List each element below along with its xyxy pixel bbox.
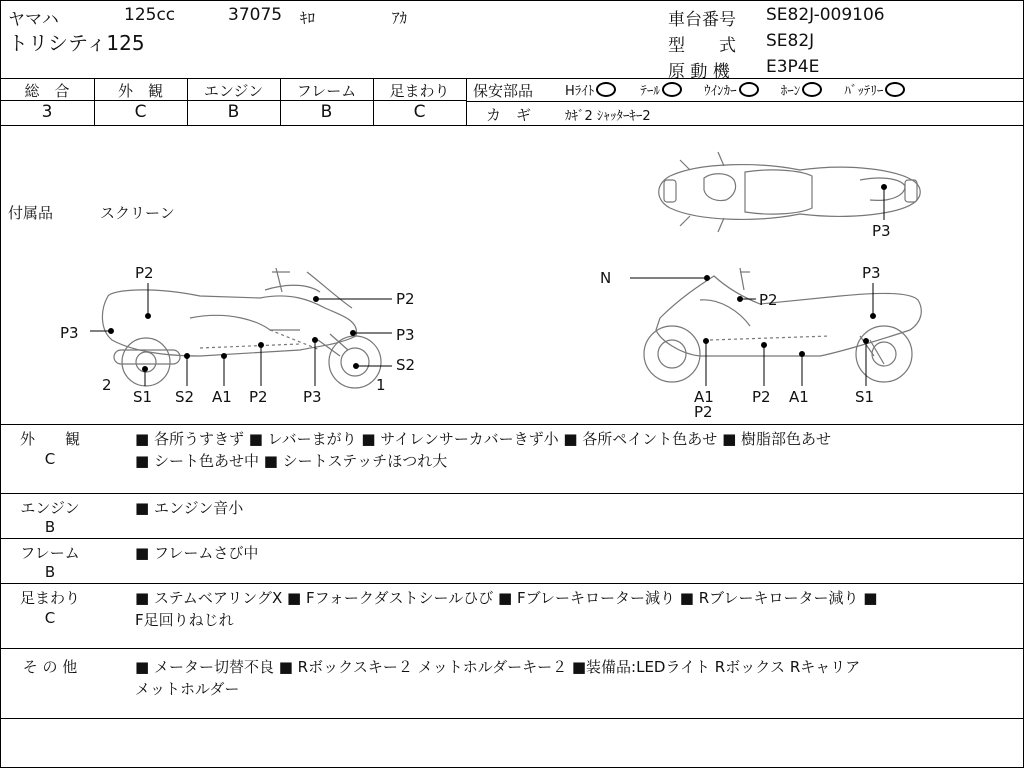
remark-line: ■ ステムベアリングX ■ Fフォークダストシールひび ■ Fブレーキローター減り ■ Rブレーキローター減り ■ [135,589,878,607]
label-right-p2-a: P2 [694,403,713,421]
remark-label: そ の 他 [22,658,78,676]
label-left-s2: S2 [175,388,195,406]
remark-line: ■ シート色あせ中 ■ シートステッチほつれ大 [135,452,448,470]
winker-item: ｳｲﾝｶｰ [704,84,737,99]
label-right-p2: P2 [759,291,778,309]
tail-item: ﾃｰﾙ [640,84,660,99]
remark-label: 外 観 [19,430,80,448]
ok-mark-icon [596,82,616,97]
accessories-value: スクリーン [100,204,175,222]
safety-label: 保安部品 [473,82,534,100]
scooter-right-side-view [644,268,921,382]
label-left-p2-bottom: P2 [249,388,268,406]
remark-grade: B [44,563,56,581]
label-left-p3-left: P3 [60,324,79,342]
remark-line: ■ フレームさび中 [135,544,259,562]
label-right-p2-b: P2 [752,388,771,406]
ok-mark-icon [739,82,759,97]
label-right-s1: S1 [855,388,875,406]
label-left-2: 2 [102,376,112,394]
mileage-unit: ｷﾛ [300,9,316,27]
grade-label-engine: エンジン [203,82,264,100]
label-left-p2-right: P2 [396,290,415,308]
remark-grade: B [44,518,56,536]
mileage: 37075 [228,5,283,25]
remark-grade: C [44,450,56,468]
grade-label-suspension: 足まわり [389,82,450,100]
ok-mark-icon [802,82,822,97]
horn-item: ﾎｰﾝ [780,84,801,99]
label-left-p2-top: P2 [135,264,154,282]
remark-line: ■ メーター切替不良 ■ Rボックスキー２ メットホルダーキー２ ■装備品:LEDライト Rボックス Rキャリア [135,658,861,676]
grade-label-overall: 総 合 [24,82,70,100]
key-value: ｶｷﾞ2 ｼｬｯﾀｰｷｰ2 [565,109,651,124]
label-top-p3: P3 [872,222,891,240]
remark-line: メットホルダー [135,680,240,698]
label-left-1: 1 [376,376,386,394]
maker: ヤマハ [8,10,59,30]
type-label: 型 式 [668,36,736,56]
safety-items [565,80,905,99]
grade-value-exterior: C [134,102,147,122]
ok-mark-icon [662,82,682,97]
grade-value-engine: B [227,102,240,122]
grade-label-frame: フレーム [296,82,357,100]
accessories-label: 付属品 [8,204,54,222]
label-right-p3: P3 [862,264,881,282]
engine-label: 原 動 機 [668,62,730,82]
engine-value: E3P4E [766,57,820,77]
label-left-p3-bottom: P3 [303,388,322,406]
scooter-top-view [659,152,921,232]
battery-item: ﾊﾞｯﾃﾘｰ [844,84,884,99]
grade-value-suspension: C [413,102,426,122]
ok-mark-icon [885,82,905,97]
grade-label-exterior: 外 観 [117,82,163,100]
remark-label: 足まわり [19,589,80,607]
remark-line: ■ エンジン音小 [135,499,244,517]
label-left-s1: S1 [133,388,153,406]
color: ｱｶ [392,9,408,27]
model-name: トリシティ125 [8,31,145,55]
damage-diagram [0,126,1024,424]
remark-label: フレーム [20,544,80,562]
key-label: カ ギ [486,106,532,124]
label-left-s2-right: S2 [396,356,416,374]
grade-value-overall: 3 [41,102,53,122]
label-right-n: N [600,269,612,287]
displacement: 125cc [124,5,176,25]
frame-no-label: 車台番号 [668,10,736,30]
grade-value-frame: B [320,102,333,122]
label-left-a1: A1 [212,388,232,406]
type-value: SE82J [766,31,815,51]
label-right-a1-b: A1 [789,388,809,406]
label-left-p3-right: P3 [396,326,415,344]
remark-line: F足回りねじれ [135,611,234,629]
headlight-item: Hﾗｲﾄ [565,84,595,99]
frame-no: SE82J-009106 [766,5,885,25]
remark-line: ■ 各所うすきず ■ レバーまがり ■ サイレンサーカバーきず小 ■ 各所ペイント色あせ ■ 樹脂部色あせ [135,430,832,448]
remark-label: エンジン [20,499,80,517]
remark-grade: C [44,609,56,627]
label-right-a1: A1 [694,388,714,406]
